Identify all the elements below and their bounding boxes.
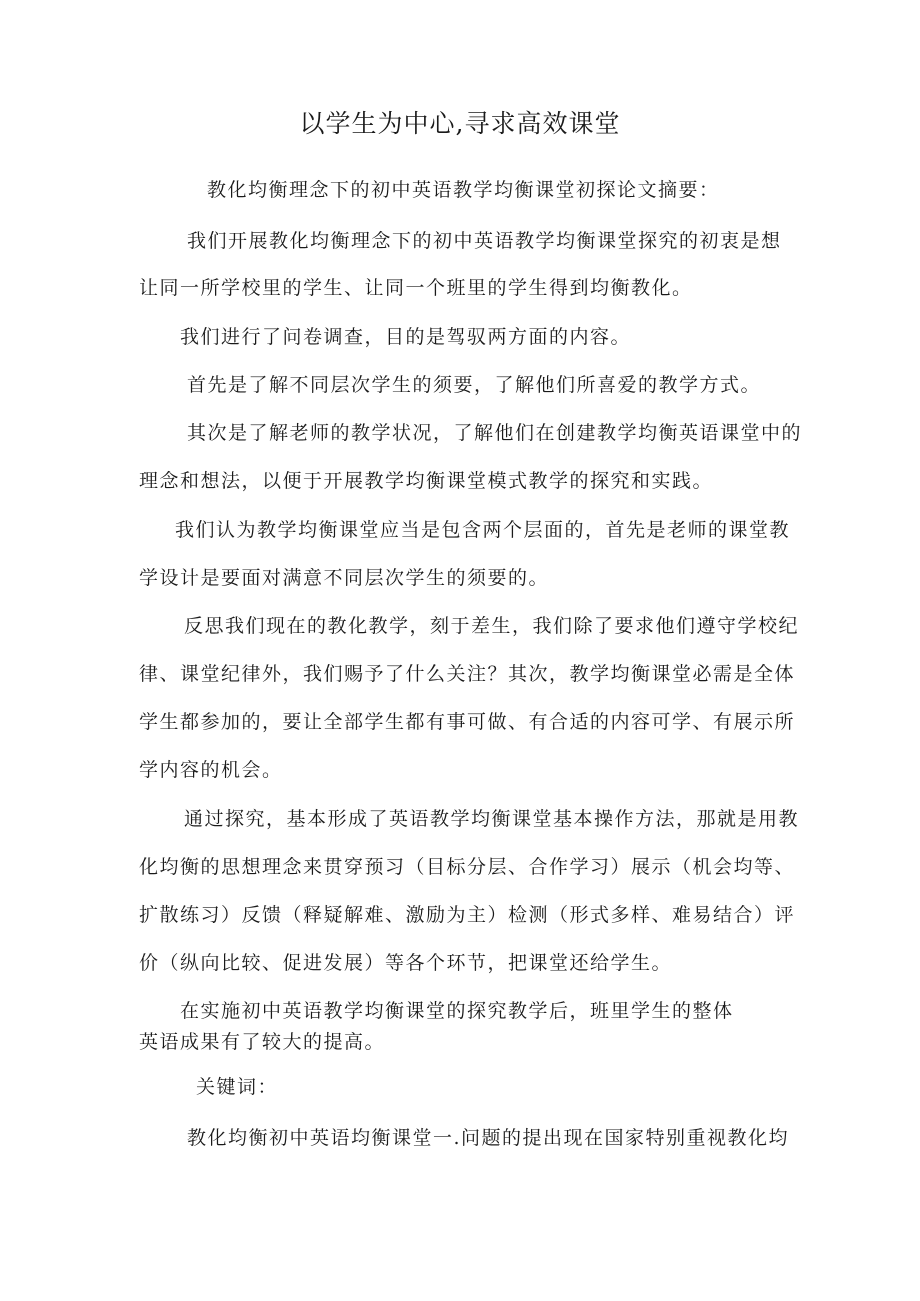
document-title: 以学生为中心,寻求高效课堂 [299, 109, 621, 138]
abstract-heading: 教化均衡理念下的初中英语教学均衡课堂初探论文摘要： [207, 179, 720, 201]
paragraph-line: 反思我们现在的教化教学，刻于差生，我们除了要求他们遵守学校纪 [184, 615, 800, 637]
paragraph-line: 扩散练习）反馈（释疑解难、激励为主）检测（形式多样、难易结合）评 [139, 904, 796, 926]
paragraph-line: 理念和想法，以便于开展教学均衡课堂模式教学的探究和实践。 [139, 470, 714, 492]
paragraph-line: 在实施初中英语教学均衡课堂的探究教学后，班里学生的整体 [180, 1000, 734, 1022]
keywords-label: 关键词： [196, 1076, 279, 1098]
paragraph-line: 学设计是要面对满意不同层次学生的须要的。 [139, 567, 550, 589]
paragraph-line: 通过探究，基本形成了英语教学均衡课堂基本操作方法，那就是用教 [184, 808, 800, 830]
paragraph-line: 化均衡的思想理念来贯穿预习（目标分层、合作学习）展示（机会均等、 [139, 856, 796, 878]
paragraph-line: 英语成果有了较大的提高。 [139, 1031, 386, 1053]
paragraph-line: 律、课堂纪律外，我们赐予了什么关注？其次，教学均衡课堂必需是全体 [139, 663, 796, 685]
paragraph-line: 教化均衡初中英语均衡课堂一.问题的提出现在国家特别重视教化均 [187, 1127, 790, 1149]
paragraph-line: 我们开展教化均衡理念下的初中英语教学均衡课堂探究的初衷是想 [187, 230, 782, 252]
paragraph-line: 其次是了解老师的教学状况，了解他们在创建教学均衡英语课堂中的 [187, 422, 803, 444]
paragraph-line: 价（纵向比较、促进发展）等各个环节，把课堂还给学生。 [139, 952, 673, 974]
paragraph-line: 学生都参加的，要让全部学生都有事可做、有合适的内容可学、有展示所 [139, 711, 796, 733]
paragraph-line: 学内容的机会。 [139, 759, 283, 781]
paragraph-line: 我们进行了问卷调查，目的是驾驭两方面的内容。 [180, 326, 632, 348]
paragraph-line: 我们认为教学均衡课堂应当是包含两个层面的，首先是老师的课堂教 [175, 519, 791, 541]
paragraph-line: 让同一所学校里的学生、让同一个班里的学生得到均衡教化。 [139, 277, 693, 299]
paragraph-line: 首先是了解不同层次学生的须要，了解他们所喜爱的教学方式。 [187, 374, 762, 396]
